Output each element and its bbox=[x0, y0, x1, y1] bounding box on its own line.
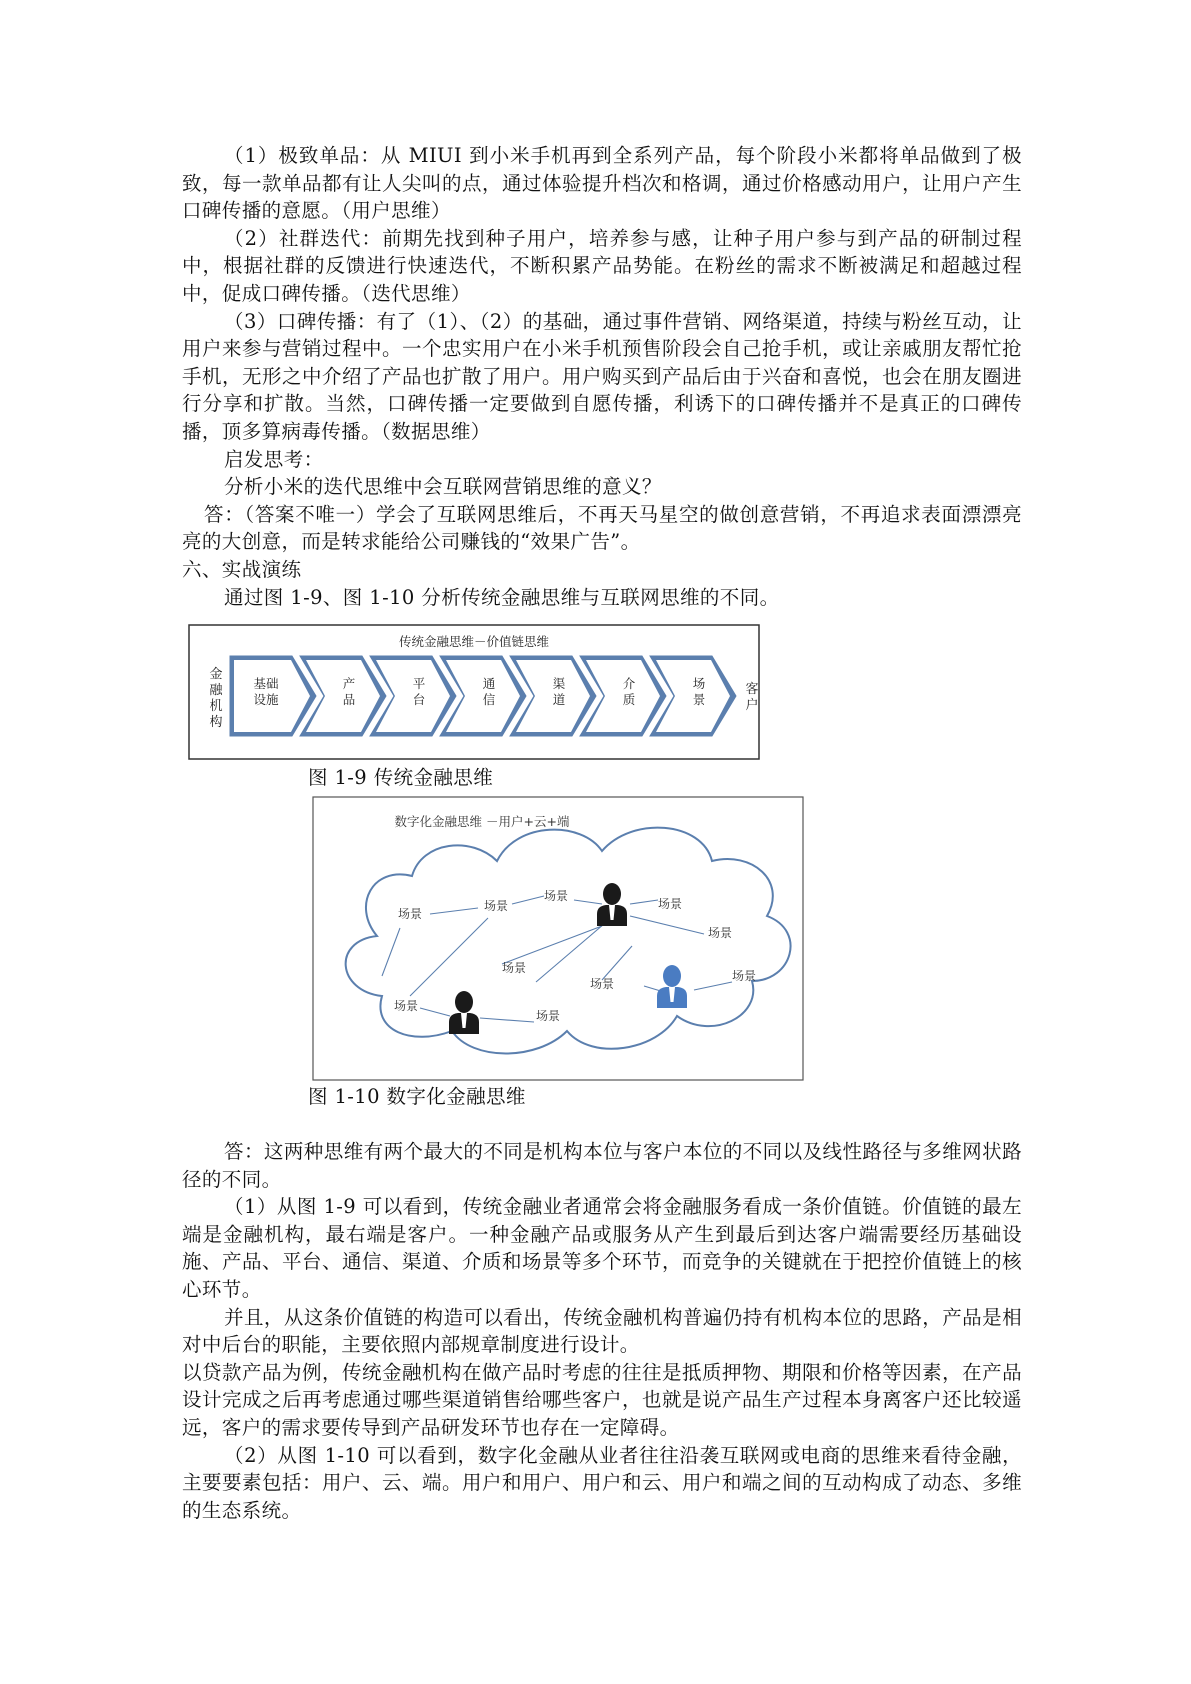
answer-summary: 答：这两种思维有两个最大的不同是机构本位与客户本位的不同以及线性路径与多维网状路径的不同。 bbox=[182, 1140, 1022, 1191]
financial-institution-char: 构 bbox=[209, 715, 223, 730]
scene-label: 场景 bbox=[501, 961, 527, 975]
scene-label: 场景 bbox=[397, 907, 423, 921]
inspiration-heading: 启发思考： bbox=[224, 447, 324, 471]
customer-char: 户 bbox=[745, 698, 759, 713]
upper-text bbox=[182, 142, 1022, 611]
scene-label: 场景 bbox=[657, 897, 683, 911]
scene-label: 场景 bbox=[393, 999, 419, 1013]
digital-finance-diagram bbox=[312, 796, 804, 1081]
lower-text bbox=[182, 1138, 1022, 1524]
value-chain-step-label: 品 bbox=[342, 692, 356, 707]
figure-digital-finance bbox=[312, 796, 804, 1081]
value-chain-step-label: 通 bbox=[482, 676, 496, 691]
section-heading-practice: 六、实战演练 bbox=[182, 557, 302, 581]
value-chain-step-label: 道 bbox=[552, 692, 566, 707]
user-head bbox=[663, 965, 681, 987]
value-chain-step-label: 渠 bbox=[552, 676, 566, 691]
value-chain-step-label: 设施 bbox=[253, 692, 279, 707]
scene-label: 场景 bbox=[535, 1009, 561, 1023]
inspiration-answer: 答：（答案不唯一）学会了互联网思维后，不再天马星空的做创意营销，不再追求表面漂漂亮亮的大创意，而是转求能给公司赚钱的“效果广告”。 bbox=[182, 502, 1022, 554]
value-chain-step-label: 场 bbox=[692, 676, 706, 691]
value-chain-title: 传统金融思维－价值链思维 bbox=[398, 634, 550, 649]
scene-label: 场景 bbox=[543, 889, 569, 903]
digital-finance-title: 数字化金融思维 －用户+云+端 bbox=[394, 814, 570, 829]
figure-1-9-caption: 图 1-9 传统金融思维 bbox=[308, 766, 494, 789]
inspiration-question: 分析小米的迭代思维中会互联网营销思维的意义？ bbox=[224, 475, 662, 499]
value-chain-step-label: 介 bbox=[622, 676, 636, 691]
figure-value-chain bbox=[188, 624, 760, 760]
paragraph-community-iteration: （2）社群迭代：前期先找到种子用户，培养参与感，让种子用户参与到产品的研制过程中，根据社群的反馈进行快速迭代，不断积累产品势能。在粉丝的需求不断被满足和超越过程中，促成口碑传播。（迭代思维） bbox=[182, 226, 1022, 305]
answer-loan-example: 以贷款产品为例，传统金融机构在做产品时考虑的往往是抵质押物、期限和价格等因素，在产品设计完成之后再考虑通过哪些渠道销售给哪些客户，也就是说产品生产过程本身离客户还比较遥远，客户的需求要传导到产品研发环节也存在一定障碍。 bbox=[182, 1360, 1022, 1439]
user-head bbox=[603, 883, 621, 905]
financial-institution-char: 机 bbox=[209, 699, 223, 714]
value-chain-step-label: 基础 bbox=[253, 676, 279, 691]
customer-label bbox=[745, 682, 758, 713]
paragraph-extreme-product: （1）极致单品：从 MIUI 到小米手机再到全系列产品，每个阶段小米都将单品做到了极致，每一款单品都有让人尖叫的点，通过体验提升档次和格调，通过价格感动用户，让用户产生口碑传播的意愿。（用户思维） bbox=[182, 144, 1022, 223]
value-chain-step-label: 平 bbox=[412, 676, 426, 691]
value-chain-step-label: 产 bbox=[342, 676, 356, 691]
scene-label: 场景 bbox=[731, 969, 757, 983]
answer-traditional-finance: （1）从图 1-9 可以看到，传统金融业者通常会将金融服务看成一条价值链。价值链的最左端是金融机构，最右端是客户。一种金融产品或服务从产生到最后到达客户端需要经历基础设施、产品、平台、通信、渠道、介质和场景等多个环节，而竞争的关键就在于把控价值链上的核心环节。 bbox=[182, 1195, 1022, 1301]
financial-institution-char: 融 bbox=[209, 683, 223, 698]
figure-1-10-caption: 图 1-10 数字化金融思维 bbox=[308, 1085, 526, 1108]
practice-instruction: 通过图 1-9、图 1-10 分析传统金融思维与互联网思维的不同。 bbox=[224, 585, 780, 609]
scene-label: 场景 bbox=[707, 926, 733, 940]
value-chain-step-label: 台 bbox=[412, 692, 426, 707]
scene-label: 场景 bbox=[589, 977, 615, 991]
answer-institution-oriented: 并且，从这条价值链的构造可以看出，传统金融机构普遍仍持有机构本位的思路，产品是相对中后台的职能，主要依照内部规章制度进行设计。 bbox=[182, 1305, 1022, 1357]
customer-char: 客 bbox=[745, 682, 759, 697]
value-chain-step-label: 景 bbox=[692, 692, 706, 707]
answer-digital-finance: （2）从图 1-10 可以看到，数字化金融从业者往往沿袭互联网或电商的思维来看待金融，主要要素包括：用户、云、端。用户和用户、用户和云、用户和端之间的互动构成了动态、多维的生态系统。 bbox=[182, 1443, 1022, 1522]
user-head bbox=[455, 991, 473, 1013]
value-chain-diagram bbox=[188, 624, 760, 760]
paragraph-word-of-mouth: （3）口碑传播：有了（1）、（2）的基础，通过事件营销、网络渠道，持续与粉丝互动，让用户来参与营销过程中。一个忠实用户在小米手机预售阶段会自己抢手机，或让亲戚朋友帮忙抢手机，无形之中介绍了产品也扩散了用户。用户购买到产品后由于兴奋和喜悦，也会在朋友圈进行分享和扩散。当然，口碑传播一定要做到自愿传播，利诱下的口碑传播并不是真正的口碑传播，顶多算病毒传播。（数据思维） bbox=[182, 309, 1022, 443]
value-chain-step-label: 信 bbox=[482, 692, 496, 707]
value-chain-step-label: 质 bbox=[622, 692, 636, 707]
financial-institution-char: 金 bbox=[209, 667, 223, 682]
scene-label: 场景 bbox=[483, 899, 509, 913]
